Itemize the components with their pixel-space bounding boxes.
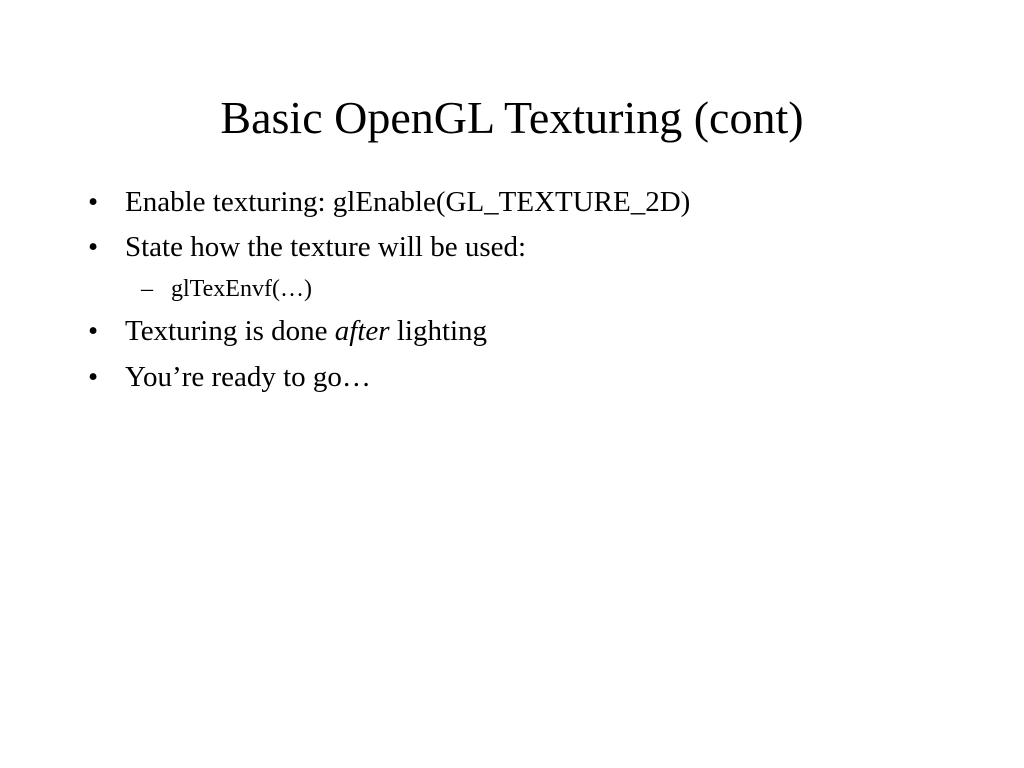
bullet-text [125,313,487,349]
bullet-text-emphasis: after [334,315,390,347]
bullet-marker: • [88,315,99,347]
bullet-marker: • [88,186,99,218]
bullet-text: Enable texturing: glEnable(GL_TEXTURE_2D) [125,186,691,218]
sub-bullet-marker: – [141,276,153,302]
bullet-text: State how the texture will be used: [125,231,527,263]
bullet-text-before: Texturing is done [125,315,335,347]
bullet-text: You’re ready to go… [125,361,371,393]
bullet-marker: • [88,231,99,263]
sub-bullet-text: glTexEnvf(…) [171,276,312,302]
slide-title: Basic OpenGL Texturing (cont) [220,92,804,143]
bullet-text-after: lighting [389,315,488,347]
bullet-marker: • [88,361,99,393]
